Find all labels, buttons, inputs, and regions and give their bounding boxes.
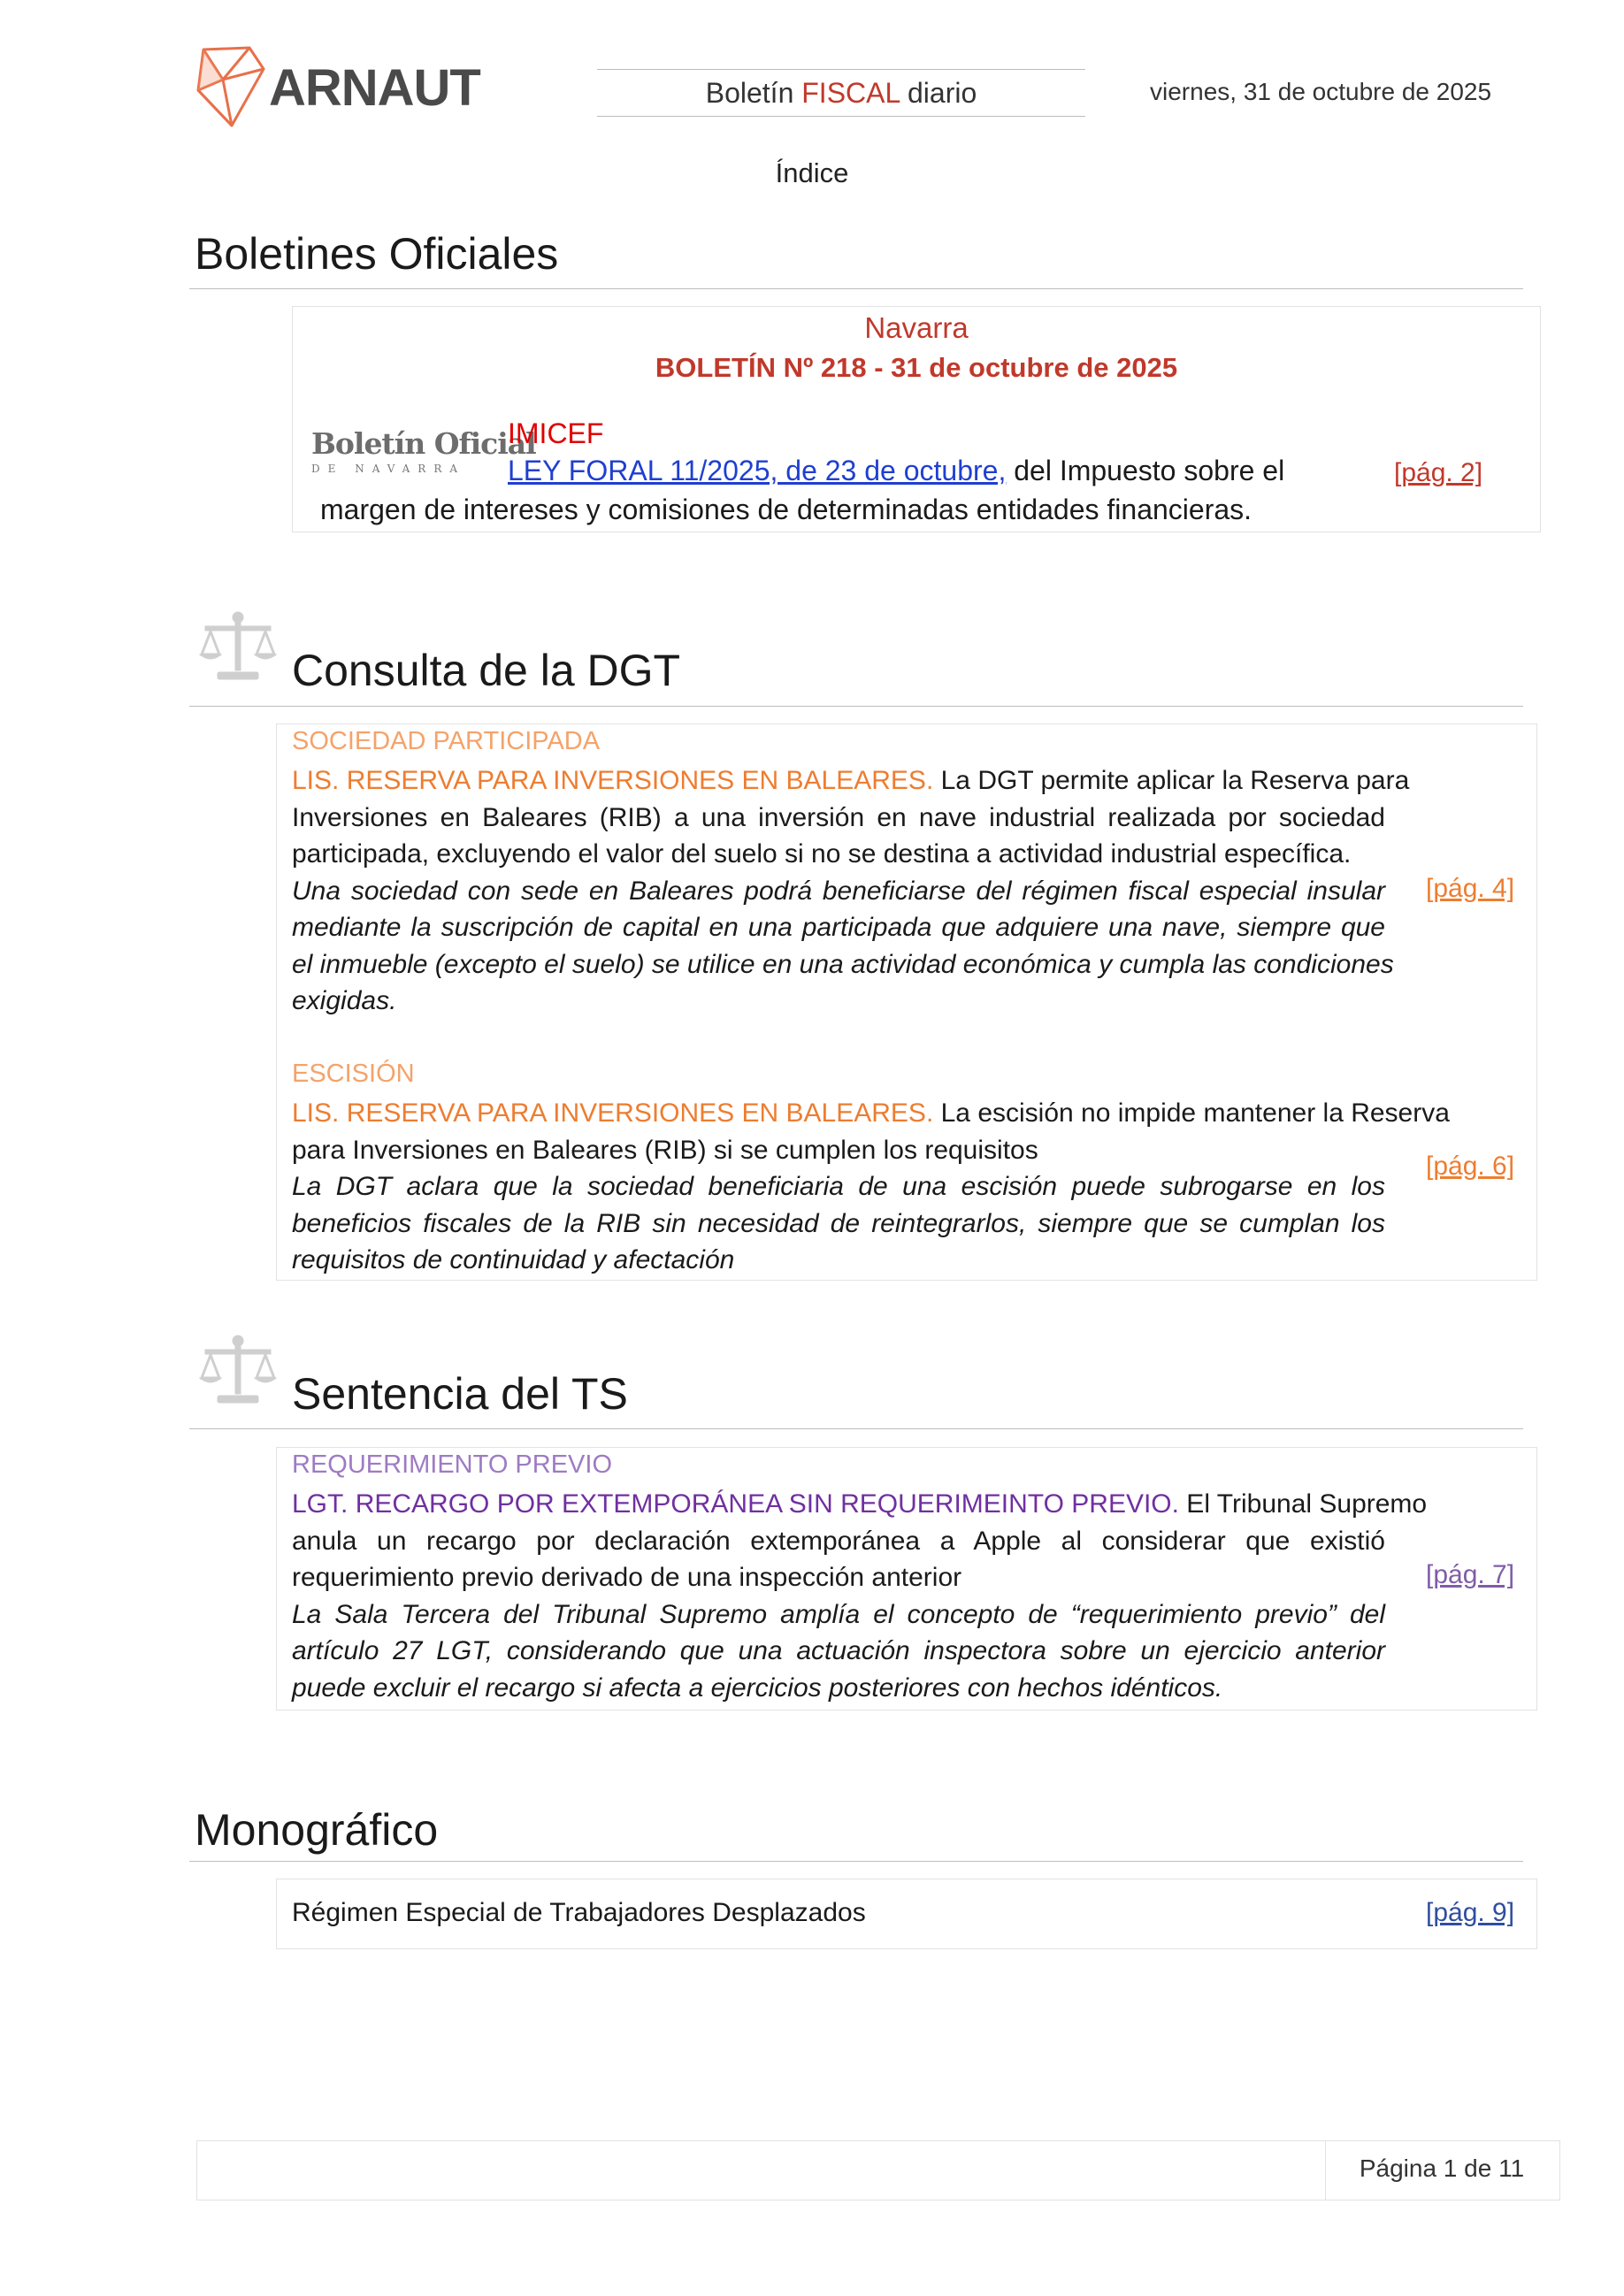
summary-line: exigidas. xyxy=(292,986,397,1015)
topic-heading: LIS. RESERVA PARA INVERSIONES EN BALEARES. xyxy=(292,1098,934,1128)
section-title-sentencia: Sentencia del TS xyxy=(292,1369,628,1419)
summary-line: mediante la suscripción de capital en una participada que adquiere una nave, siempre que xyxy=(292,913,1385,942)
page-link-monografico[interactable]: [pág. 9] xyxy=(1426,1898,1515,1927)
consulta-item-1-body xyxy=(292,762,1410,1020)
bulletin-suffix: diario xyxy=(907,77,977,109)
summary-line: Una sociedad con sede en Baleares podrá beneficiarse del régimen fiscal especial insular xyxy=(292,876,1385,906)
bulletin-number: BOLETÍN Nº 218 - 31 de octubre de 2025 xyxy=(655,352,1178,383)
topic-heading: LGT. RECARGO POR EXTEMPORÁNEA SIN REQUERIMEINTO PREVIO. xyxy=(292,1489,1179,1519)
section-title-consulta: Consulta de la DGT xyxy=(292,646,681,695)
bulletin-title xyxy=(597,69,1085,117)
text-line: LIS. RESERVA PARA INVERSIONES EN BALEARES. La escisión no impide mantener la Reserva xyxy=(292,1098,1450,1128)
text-line: LIS. RESERVA PARA INVERSIONES EN BALEARES. La DGT permite aplicar la Reserva para xyxy=(292,766,1410,795)
section-divider xyxy=(189,1428,1523,1429)
section-title-boletines: Boletines Oficiales xyxy=(195,229,559,279)
page-link-consulta-1[interactable]: [pág. 4] xyxy=(1426,874,1515,903)
section-divider xyxy=(189,288,1523,289)
sentencia-body xyxy=(292,1486,1428,1706)
boletin-navarra-logo xyxy=(311,426,536,475)
logo-line-2: DE NAVARRA xyxy=(311,463,466,475)
law-link[interactable]: LEY FORAL 11/2025, de 23 de octubre, xyxy=(508,455,1007,486)
summary-line: La DGT aclara que la sociedad beneficiaria de una escisión puede subrogarse en los xyxy=(292,1172,1385,1201)
monografico-item: Régimen Especial de Trabajadores Desplazados xyxy=(292,1898,866,1927)
category-label: ESCISIÓN xyxy=(292,1060,415,1088)
summary-line: La Sala Tercera del Tribunal Supremo amplía el concepto de “requerimiento previo” del xyxy=(292,1599,1385,1629)
text-line: para Inversiones en Baleares (RIB) si se cumplen los requisitos xyxy=(292,1135,1038,1165)
text-line: LGT. RECARGO POR EXTEMPORÁNEA SIN REQUERIMEINTO PREVIO. El Tribunal Supremo xyxy=(292,1489,1428,1519)
consulta-item-2-body xyxy=(292,1095,1450,1279)
page-link-consulta-2[interactable]: [pág. 6] xyxy=(1426,1152,1515,1181)
logo-gem-icon xyxy=(196,44,267,129)
scale-icon xyxy=(198,610,278,683)
summary-line: puede excluir el recargo si afecta a ejercicios posteriores con hechos idénticos. xyxy=(292,1672,1223,1703)
arnaut-logo xyxy=(196,42,480,131)
scale-icon xyxy=(198,1334,278,1406)
page-number: Página 1 de 11 xyxy=(1359,2154,1525,2182)
law-tag: IMICEF xyxy=(508,417,604,449)
law-line-2: margen de intereses y comisiones de determinadas entidades financieras. xyxy=(320,494,1252,525)
bulletin-prefix: Boletín xyxy=(705,77,794,109)
text-line: Inversiones en Baleares (RIB) a una inversión en nave industrial realizada por sociedad xyxy=(292,802,1385,832)
section-divider xyxy=(189,706,1523,707)
bulletin-accent: FISCAL xyxy=(801,77,900,109)
text-line: participada, excluyendo el valor del suelo si no se destina a actividad industrial específica. xyxy=(292,839,1352,869)
section-divider xyxy=(189,1861,1523,1862)
index-title: Índice xyxy=(775,157,849,188)
issue-date: viernes, 31 de octubre de 2025 xyxy=(1150,78,1492,105)
logo-wordmark: ARNAUT xyxy=(269,59,480,117)
region-name: Navarra xyxy=(864,311,969,344)
law-line-1 xyxy=(508,455,1348,487)
text-line: requerimiento previo derivado de una inspección anterior xyxy=(292,1563,962,1592)
page-link-sentencia[interactable]: [pág. 7] xyxy=(1426,1560,1515,1589)
logo-line-1: Boletín Oficial xyxy=(311,426,536,461)
topic-heading: LIS. RESERVA PARA INVERSIONES EN BALEARES. xyxy=(292,766,934,795)
summary-line: requisitos de continuidad y afectación xyxy=(292,1245,735,1274)
summary-line: beneficios fiscales de la RIB sin necesidad de reintegrarlos, siempre que se cumplan los xyxy=(292,1208,1385,1238)
summary-line: el inmueble (excepto el suelo) se utilice en una actividad económica y cumpla las condiciones xyxy=(292,949,1394,979)
law-text-1: del Impuesto sobre el xyxy=(1014,455,1285,486)
text-line: anula un recargo por declaración extemporánea a Apple al considerar que existió xyxy=(292,1526,1385,1556)
summary-line: artículo 27 LGT, considerando que una actuación inspectora sobre un ejercicio anterior xyxy=(292,1636,1385,1665)
section-title-monografico: Monográfico xyxy=(195,1805,439,1855)
page-link-boletin[interactable]: [pág. 2] xyxy=(1394,458,1483,487)
category-label: SOCIEDAD PARTICIPADA xyxy=(292,727,601,755)
category-label: REQUERIMIENTO PREVIO xyxy=(292,1450,613,1479)
